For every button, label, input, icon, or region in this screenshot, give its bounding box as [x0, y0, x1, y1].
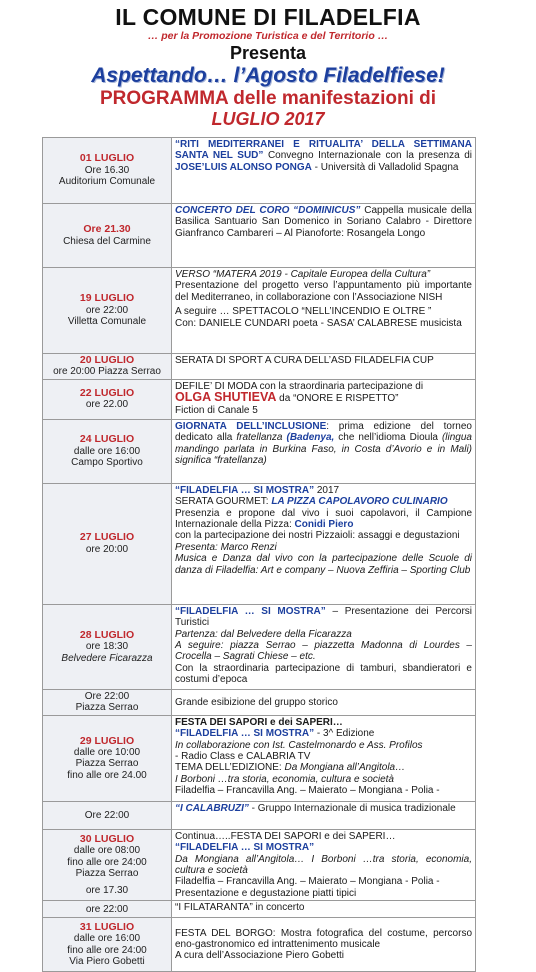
row-what: “I CALABRUZI” - Gruppo Internazionale di musica tradizionale [172, 801, 476, 829]
row-when: 22 LUGLIO ore 22.00 [43, 379, 172, 419]
programma-title: PROGRAMMA delle manifestazioni di [99, 88, 437, 109]
table-row [43, 379, 476, 419]
row-when: 20 LUGLIO ore 20:00 Piazza Serrao [43, 354, 172, 380]
table-row [43, 918, 476, 972]
row-what: SERATA DI SPORT A CURA DELL’ASD FILADELFIA CUP [172, 354, 476, 380]
row-when: 29 LUGLIO dalle ore 10:00 Piazza Serrao fino alle ore 24.00 [43, 715, 172, 801]
row-what: DEFILE’ DI MODA con la straordinaria partecipazione di OLGA SHUTIEVA da “ONORE E RISPETTO” Fiction di Canale 5 [172, 379, 476, 419]
row-what: FESTA DEL BORGO: Mostra fotografica del costume, percorso eno-gastronomico ed intrattenimento musicale A cura dell’Associazione Piero Gobetti [172, 918, 476, 972]
row-what: Continua…..FESTA DEI SAPORI e dei SAPERI… “FILADELFIA … SI MOSTRA” Da Mongiana all’Angitola… I Borboni …tra storia, economia, cultura e società Filadelfia – Francavilla Ang. – Maierato – Mongiana - Polia - Presentazione e degustazione piatti tipici [172, 829, 476, 900]
row-what: CONCERTO DEL CORO “DOMINICUS” Cappella musicale della Basilica Santuario San Domenico in Soriano Calabro - Direttore Gianfranco Cambareri – Al Pianoforte: Rosangela Longo [172, 204, 476, 268]
poster-header [0, 0, 536, 129]
table-row [43, 829, 476, 900]
row-when: 30 LUGLIO dalle ore 08:00 fino alle ore 24:00 Piazza Serrao ore 17.30 [43, 829, 172, 900]
row-what: “RITI MEDITERRANEI E RITUALITA’ DELLA SETTIMANA SANTA NEL SUD” Convegno Internazionale con la presenza di JOSE’LUIS ALONSO PONGA - Università di Valladolid Spagna [172, 138, 476, 204]
row-what: Grande esibizione del gruppo storico [172, 689, 476, 715]
row-what: “FILADELFIA … SI MOSTRA” 2017 SERATA GOURMET: LA PIZZA CAPOLAVORO CULINARIO Presenzia e propone dal vivo i suoi capolavori, il Campione Internazionale della Pizza: Conidi Piero con la partecipazione dei nostri Pizzaioli: assaggi e degustazioni Presenta: Marco Renzi Musica e Danza dal vivo con la partecipazione delle Scuole di danza di Filadelfia: Art e company – Nuova Zeffiria – Sporting Club [172, 483, 476, 604]
promo-subtitle: … per la Promozione Turistica e del Territorio … [147, 30, 389, 42]
program-table [42, 137, 476, 972]
row-what: VERSO “MATERA 2019 - Capitale Europea della Cultura” Presentazione del progetto verso l’appuntamento più importante del Mediterraneo, in collaborazione con l’Associazione NISH A seguire … SPETTACOLO “NELL’INCENDIO E OLTRE ” Con: DANIELE CUNDARI poeta - SASA’ CALABRESE musicista [172, 268, 476, 354]
table-row [43, 483, 476, 604]
row-what: “FILADELFIA … SI MOSTRA” – Presentazione dei Percorsi Turistici Partenza: dal Belvedere della Ficarazza A seguire: piazza Serrao – piazzetta Madonna di Lourdes – Crocella – Sagrati Chiese – etc. Con la straordinaria partecipazione di tamburi, sbandieratori e costumi d’epoca [172, 604, 476, 689]
presenta-label: Presenta [229, 43, 307, 63]
table-row [43, 354, 476, 380]
row-when: 01 LUGLIO Ore 16.30 Auditorium Comunale [43, 138, 172, 204]
table-row [43, 801, 476, 829]
row-what: GIORNATA DELL’INCLUSIONE: prima edizione del torneo dedicato alla fratellanza (Badenya, che nell’idioma Dioula (lingua mandingo parlata in Burkina Faso, in Costa d’Avorio e in Mali) significa “fratellanza) [172, 419, 476, 483]
row-when: Ore 22:00 Piazza Serrao [43, 689, 172, 715]
row-when: 19 LUGLIO ore 22:00 Villetta Comunale [43, 268, 172, 354]
row-what: “I FILATARANTA” in concerto [172, 901, 476, 918]
month-title: LUGLIO 2017 [211, 109, 325, 129]
comune-title: IL COMUNE DI FILADELFIA [115, 4, 421, 30]
event-title: Aspettando… l’Agosto Filadelfiese! [91, 64, 445, 87]
table-row [43, 138, 476, 204]
row-what: FESTA DEI SAPORI e dei SAPERI… “FILADELFIA … SI MOSTRA” - 3^ Edizione In collaborazione con Ist. Castelmonardo e Ass. Profilos - Radio Class e CALABRIA TV TEMA DELL’EDIZIONE: Da Mongiana all’Angitola… I Borboni …tra storia, economia, cultura e società Filadelfia – Francavilla Ang. – Maierato – Mongiana - Polia - [172, 715, 476, 801]
table-row [43, 689, 476, 715]
table-row [43, 901, 476, 918]
row-when: Ore 22:00 [43, 801, 172, 829]
row-when: 27 LUGLIO ore 20:00 [43, 483, 172, 604]
table-row [43, 715, 476, 801]
table-row [43, 604, 476, 689]
row-when: 31 LUGLIO dalle ore 16:00 fino alle ore 24:00 Via Piero Gobetti [43, 918, 172, 972]
row-when: ore 22:00 [43, 901, 172, 918]
row-when: 24 LUGLIO dalle ore 16:00 Campo Sportivo [43, 419, 172, 483]
table-row [43, 419, 476, 483]
row-when: Ore 21.30 Chiesa del Carmine [43, 204, 172, 268]
row-when: 28 LUGLIO ore 18:30 Belvedere Ficarazza [43, 604, 172, 689]
table-row [43, 204, 476, 268]
table-row [43, 268, 476, 354]
